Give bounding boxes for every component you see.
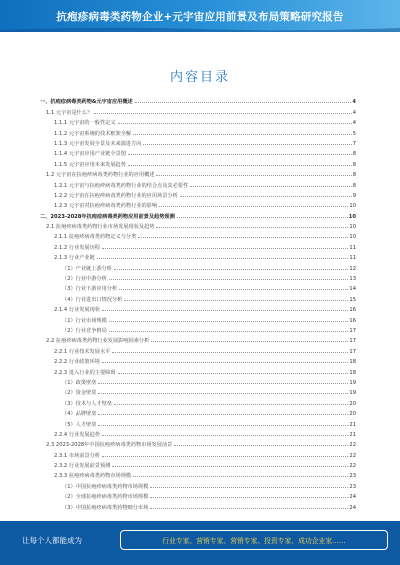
toc-entry[interactable] [40, 448, 356, 458]
toc-entry-label: （3）技术与人才壁垒 [62, 400, 112, 407]
toc-entry[interactable] [40, 95, 356, 105]
toc-entry-page: 8 [352, 151, 356, 158]
toc-dot-leader [112, 352, 348, 353]
toc-dot-leader [150, 508, 348, 509]
toc-entry-label: 2.2.3 进入行业的主要障碍 [54, 369, 116, 376]
toc-entry[interactable] [40, 407, 356, 417]
toc-entry-label: （2）行业中游分析 [62, 276, 107, 283]
toc-entry-page: 8 [352, 161, 356, 168]
toc-entry-page: 18 [349, 369, 356, 376]
toc-entry[interactable] [40, 376, 356, 386]
toc-entry-label: （1）政策壁垒 [62, 379, 97, 386]
toc-dot-leader [190, 186, 352, 187]
footer-expert-banner [120, 530, 388, 550]
toc-entry-label: （4）行业进出口情况分析 [62, 296, 123, 303]
toc-entry-label: （1）行业市场规模 [62, 317, 107, 324]
toc-dot-leader [118, 373, 349, 374]
report-header [0, 0, 400, 32]
toc-entry-label: （2）全球抗疱疹病毒类药物市场规模 [62, 494, 149, 501]
toc-entry-label: 1.1.2 元宇宙系统的技术框架全解 [54, 130, 132, 137]
toc-dot-leader [156, 227, 348, 228]
toc-entry-label: 1.2 元宇宙在抗疱疹病毒类药物行业的应用概述 [46, 172, 155, 179]
toc-entry[interactable] [40, 303, 356, 313]
toc-entry[interactable] [40, 240, 356, 250]
toc-entry[interactable] [40, 469, 356, 479]
toc-entry[interactable] [40, 251, 356, 261]
toc-entry-label: 1.1.5 元宇宙应用未来发展趋势 [54, 161, 126, 168]
toc-entry-label: 1.1 元宇宙是什么？ [46, 109, 93, 116]
toc-entry[interactable] [40, 282, 356, 292]
toc-dot-leader [133, 476, 348, 477]
toc-dot-leader [98, 393, 348, 394]
toc-entry-page: 10 [348, 213, 356, 220]
toc-entry-page: 8 [352, 182, 356, 189]
toc-entry-label: 2.2 抗疱疹病毒类药物行业发展影响因素分析 [46, 338, 150, 345]
toc-entry-label: （2）资金壁垒 [62, 390, 97, 397]
toc-entry-page: 7 [352, 140, 356, 147]
toc-entry-page: 5 [352, 130, 356, 137]
toc-dot-leader [109, 331, 349, 332]
toc-entry-page: 15 [349, 296, 356, 303]
toc-entry-page: 20 [349, 411, 356, 418]
toc-entry-label: 二、2023-2028年抗疱疹病毒类药物应用前景及趋势预测 [40, 213, 175, 220]
toc-dot-leader [156, 175, 351, 176]
toc-entry-label: 2.1.2 行业发展历程 [54, 244, 100, 251]
toc-dot-leader [159, 206, 348, 207]
toc-entry[interactable] [40, 261, 356, 271]
toc-entry-label: （3）中国抗疱疹病毒类药物细分市场 [62, 504, 149, 511]
toc-entry-page: 17 [349, 348, 356, 355]
toc-entry-page: 17 [349, 338, 356, 345]
footer-expert-text: 行业专家、营销专家、营销专家、投资专家、成功企业家…… [162, 537, 346, 545]
toc-entry[interactable] [40, 490, 356, 500]
toc-entry-page: 23 [349, 473, 356, 480]
toc-entry-label: 1.2.2 元宇宙在抗疱疹病毒类药物行业的应用场景分析 [54, 192, 178, 199]
toc-entry-page: 16 [349, 317, 356, 324]
toc-entry[interactable] [40, 334, 356, 344]
toc-entry-page: 9 [352, 192, 356, 199]
toc-dot-leader [119, 289, 348, 290]
toc-entry[interactable] [40, 157, 356, 167]
toc-entry-page: 18 [349, 359, 356, 366]
toc-entry[interactable] [40, 220, 356, 230]
toc-entry-label: 2.1.3 行业产业链 [54, 255, 95, 262]
toc-entry-label: 1.1.3 元宇宙发展全景及未来演进方向 [54, 140, 142, 147]
toc-dot-leader [124, 300, 348, 301]
toc-entry-page: 4 [352, 99, 356, 106]
toc-entry-label: 2.3 2023-2028年中国抗疱疹病毒类药物市场发展前景 [46, 442, 173, 449]
toc-entry[interactable] [40, 230, 356, 240]
toc-entry[interactable] [40, 500, 356, 510]
toc-entry-page: 8 [352, 172, 356, 179]
toc-entry[interactable] [40, 168, 356, 178]
toc-entry[interactable] [40, 365, 356, 375]
toc-entry-label: 2.2.1 行业技术发展水平 [54, 348, 111, 355]
toc-entry-page: 16 [349, 307, 356, 314]
toc-entry[interactable] [40, 147, 356, 157]
toc-entry-label: （1）产业链上游分析 [62, 265, 112, 272]
toc-dot-leader [174, 445, 348, 446]
toc-entry-label: 1.1.1 元宇宙的一般性定义 [54, 120, 116, 127]
toc-entry[interactable] [40, 324, 356, 334]
toc-entry-label: 2.1.1 抗疱疹病毒类药物定义与分类 [54, 234, 137, 241]
toc-dot-leader [128, 165, 352, 166]
page-footer [0, 521, 400, 565]
toc-entry[interactable] [40, 126, 356, 136]
report-title: 抗疱疹病毒类药物企业+元宇宙应用前景及布局策略研究报告 [56, 10, 344, 23]
toc-entry[interactable] [40, 355, 356, 365]
toc-dot-leader [98, 414, 348, 415]
toc-entry-page: 11 [349, 255, 356, 262]
toc-dot-leader [102, 310, 348, 311]
toc-entry-label: 2.3.1 市场前景分析 [54, 452, 100, 459]
toc-entry-label: 2.1 抗疱疹病毒类药物行业市场发展现状及趋势 [46, 224, 155, 231]
toc-entry[interactable] [40, 189, 356, 199]
toc-entry-page: 23 [349, 483, 356, 490]
toc-entry-label: 2.2.4 行业发展趋势 [54, 431, 100, 438]
toc-entry-page: 4 [352, 120, 356, 127]
toc-entry-label: 2.3.2 行业发展前景预测 [54, 463, 111, 470]
toc-dot-leader [177, 217, 348, 218]
toc-dot-leader [97, 258, 349, 259]
toc-entry-page: 21 [349, 421, 356, 428]
toc-dot-leader [128, 154, 352, 155]
toc-entry-label: （5）人才壁垒 [62, 421, 97, 428]
toc-entry-label: （2）行业竞争格局 [62, 327, 107, 334]
toc-entry-label: 1.2.3 元宇宙对抗疱疹病毒类药物行业的影响 [54, 203, 158, 210]
toc-entry-page: 10 [349, 234, 356, 241]
toc-dot-leader [118, 123, 352, 124]
toc-entry-page: 4 [352, 109, 356, 116]
toc-dot-leader [112, 466, 348, 467]
toc-entry-page: 24 [349, 494, 356, 501]
toc-dot-leader [114, 269, 348, 270]
toc-dot-leader [114, 404, 348, 405]
toc-entry[interactable] [40, 137, 356, 147]
header-wave-decoration [0, 26, 400, 32]
toc-entry[interactable] [40, 459, 356, 469]
toc-entry-label: 1.2.1 元宇宙与抗疱疹病毒类药物行业的结合点及其必要性 [54, 182, 189, 189]
toc-entry[interactable] [40, 199, 356, 209]
toc-entry-page: 17 [349, 327, 356, 334]
toc-entry[interactable] [40, 105, 356, 115]
toc-entry-page: 24 [349, 504, 356, 511]
toc-dot-leader [138, 237, 348, 238]
toc-entry[interactable] [40, 292, 356, 302]
toc-dot-leader [150, 487, 348, 488]
toc-entry-label: 2.1.4 行业发展现状 [54, 307, 100, 314]
toc-entry[interactable] [40, 386, 356, 396]
toc-entry-page: 13 [349, 276, 356, 283]
toc-dot-leader [133, 134, 352, 135]
toc-dot-leader [143, 144, 351, 145]
toc-dot-leader [102, 248, 348, 249]
toc-entry-page: 22 [349, 463, 356, 470]
toc-entry-label: 2.3.3 抗疱疹病毒类药物市场规模 [54, 473, 132, 480]
toc-entry[interactable] [40, 438, 356, 448]
toc-dot-leader [102, 456, 348, 457]
toc-entry[interactable] [40, 116, 356, 126]
toc-dot-leader [109, 279, 349, 280]
toc-entry[interactable] [40, 209, 356, 219]
toc-dot-leader [102, 362, 348, 363]
toc-entry-page: 22 [349, 452, 356, 459]
toc-dot-leader [135, 102, 352, 103]
toc-entry-page: 22 [349, 442, 356, 449]
toc-entry[interactable] [40, 479, 356, 489]
toc-dot-leader [150, 497, 348, 498]
toc-entry-page: 11 [349, 244, 356, 251]
toc-dot-leader [151, 341, 348, 342]
toc-entry-label: （1）中国抗疱疹病毒类药物市场规模 [62, 483, 149, 490]
toc-entry-page: 14 [349, 286, 356, 293]
toc-dot-leader [109, 321, 349, 322]
toc-entry-label: （4）品牌壁垒 [62, 411, 97, 418]
toc-entry-page: 21 [349, 431, 356, 438]
toc-entry-page: 20 [349, 400, 356, 407]
toc-entry[interactable] [40, 344, 356, 354]
toc-entry-label: （3）行业下游应用分析 [62, 286, 118, 293]
toc-dot-leader [98, 425, 348, 426]
toc-entry-label: 1.1.4 元宇宙应用产业链全景图 [54, 151, 126, 158]
toc-entry[interactable] [40, 396, 356, 406]
toc-entry-page: 10 [349, 224, 356, 231]
toc-entry[interactable] [40, 428, 356, 438]
toc-entry-label: 一、抗疱疹病毒类药物&元宇宙应用概述 [40, 99, 133, 106]
toc-dot-leader [94, 113, 351, 114]
table-of-contents [40, 95, 356, 511]
toc-entry[interactable] [40, 313, 356, 323]
toc-dot-leader [102, 435, 348, 436]
toc-entry-page: 19 [349, 390, 356, 397]
toc-entry-page: 19 [349, 379, 356, 386]
toc-dot-leader [180, 196, 352, 197]
toc-entry[interactable] [40, 272, 356, 282]
toc-entry-page: 10 [349, 203, 356, 210]
toc-entry[interactable] [40, 417, 356, 427]
toc-entry-page: 12 [349, 265, 356, 272]
toc-entry[interactable] [40, 178, 356, 188]
toc-title: 内容目录 [169, 70, 230, 85]
toc-dot-leader [98, 383, 348, 384]
toc-entry-label: 2.2.2 行业政策环境 [54, 359, 100, 366]
footer-slogan: 让每个人都能成为 [22, 536, 82, 545]
